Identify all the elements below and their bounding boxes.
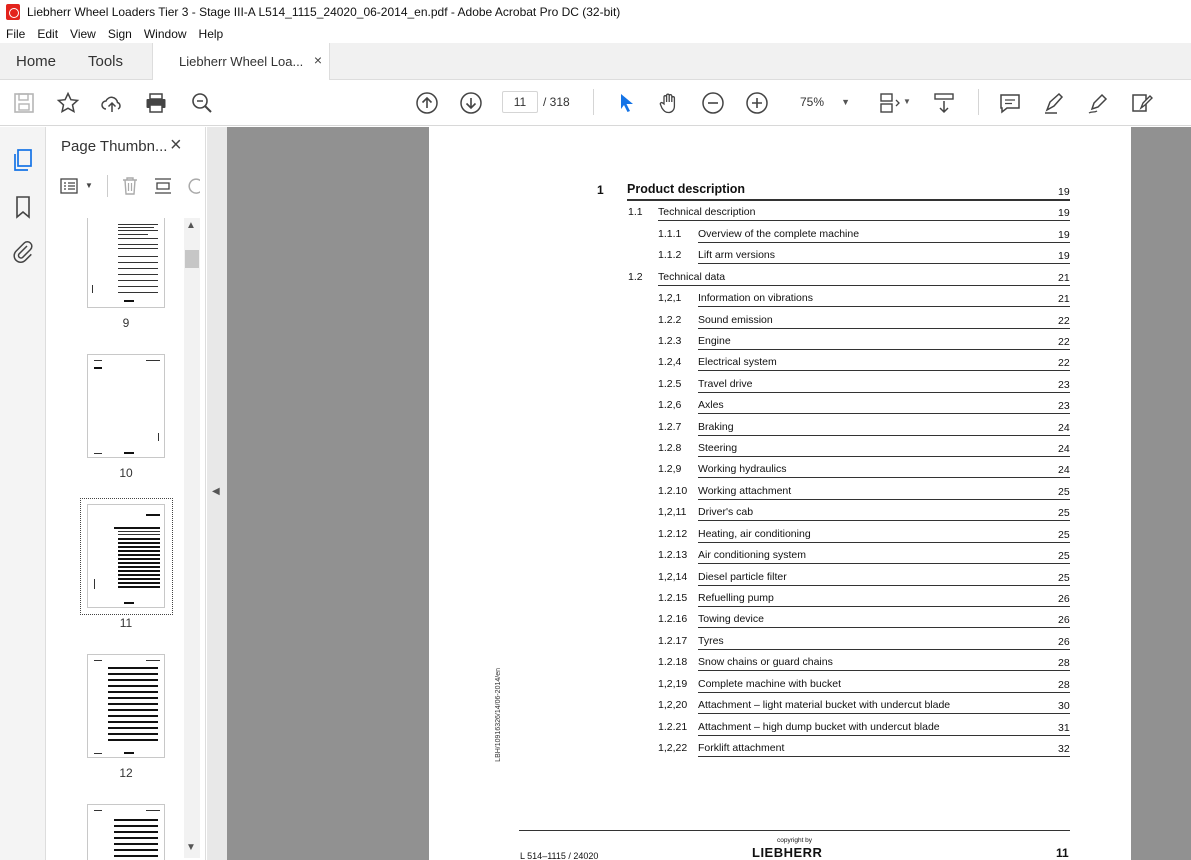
toc-entry [0, 268, 1191, 282]
toc-entry-page: 32 [1058, 743, 1070, 755]
toc-entry-rule [698, 263, 1070, 264]
toc-entry-title: Working hydraulics [698, 463, 787, 475]
toc-entry-rule [698, 692, 1070, 693]
bookmark-star-icon[interactable] [56, 91, 80, 115]
toc-entry-rule [658, 220, 1070, 221]
toc-entry [0, 311, 1191, 325]
toc-entry [0, 739, 1191, 753]
copyright-text: copyright by [777, 837, 813, 844]
toc-entry-title: Diesel particle filter [698, 571, 787, 583]
previous-page-icon[interactable] [415, 91, 439, 115]
toc-entry-number: 1.2.13 [658, 549, 688, 561]
toc-entry-rule [698, 392, 1070, 393]
toc-entry [0, 460, 1191, 474]
chevron-down-icon: ▼ [841, 97, 850, 107]
toc-entry-page: 19 [1058, 229, 1070, 241]
toc-entry-title: Snow chains or guard chains [698, 656, 833, 668]
toc-entry-title: Attachment – light material bucket with undercut blade [698, 699, 951, 711]
menu-bar [0, 24, 1191, 43]
page-number-input[interactable]: 11 [502, 91, 538, 113]
toc-entry-page: 26 [1058, 636, 1070, 648]
toc-entry [0, 225, 1191, 239]
toc-entry-title: Engine [698, 335, 731, 347]
acrobat-icon [6, 4, 20, 20]
chevron-down-icon[interactable]: ▼ [85, 181, 93, 190]
toc-entry-page: 25 [1058, 507, 1070, 519]
toc-entry-number: 1.2.2 [658, 314, 682, 326]
save-icon[interactable] [12, 91, 36, 115]
toc-entry-rule [698, 413, 1070, 414]
scroll-down-icon[interactable]: ▼ [186, 842, 196, 853]
toc-entry [0, 632, 1191, 646]
tab-document[interactable] [152, 43, 330, 80]
toc-entry-page: 25 [1058, 486, 1070, 498]
thumbnail-page-number: 9 [122, 316, 130, 330]
toc-entry-rule [698, 563, 1070, 564]
toc-entry-number: 1,2,22 [658, 742, 688, 754]
toc-entry-rule [698, 328, 1070, 329]
menu-window[interactable]: Window [143, 26, 187, 41]
print-icon[interactable] [144, 91, 168, 115]
menu-file[interactable]: File [6, 26, 26, 41]
toc-entry-number: 1.2.7 [658, 421, 682, 433]
toc-entry-title: Technical description [658, 206, 756, 218]
toc-entry-title: Travel drive [698, 378, 753, 390]
toc-entry-page: 23 [1058, 379, 1070, 391]
toc-entry-page: 24 [1058, 464, 1070, 476]
toc-entry-title: Complete machine with bucket [698, 678, 841, 690]
close-tab-icon[interactable]: × [313, 52, 322, 68]
toc-entry [0, 439, 1191, 453]
toc-entry-title: Forklift attachment [698, 742, 785, 754]
tab-document-label: Liebherr Wheel Loa... [179, 54, 304, 69]
toc-entry-title: Attachment – high dump bucket with undercut blade [698, 721, 940, 733]
toc-entry-number: 1.2,6 [658, 399, 682, 411]
toc-entry-number: 1.2.16 [658, 613, 688, 625]
toc-entry-rule [698, 713, 1070, 714]
toc-entry-page: 23 [1058, 400, 1070, 412]
toc-entry-page: 25 [1058, 572, 1070, 584]
toc-entry-page: 21 [1058, 272, 1070, 284]
toc-entry-number: 1.2.8 [658, 442, 682, 454]
toc-entry [0, 718, 1191, 732]
toc-entry-number: 1.1 [628, 206, 643, 218]
toc-entry [0, 568, 1191, 582]
zoom-search-icon[interactable] [190, 91, 214, 115]
toc-entry-number: 1.2 [628, 271, 643, 283]
toc-entry-title: Product description [627, 182, 746, 196]
toolbar-separator [593, 89, 594, 115]
toc-entry-rule [698, 649, 1070, 650]
thumbnail-page-number: 10 [119, 466, 133, 480]
toc-entry-rule [698, 370, 1070, 371]
toc-entry-title: Technical data [658, 271, 726, 283]
comment-icon[interactable] [998, 91, 1022, 115]
toc-entry-page: 25 [1058, 529, 1070, 541]
page-thumbnails-icon[interactable] [11, 148, 35, 172]
toc-entry [0, 203, 1191, 217]
hand-tool-icon[interactable] [657, 91, 681, 115]
close-panel-icon[interactable]: × [170, 134, 182, 156]
toc-entry-number: 1,2,20 [658, 699, 688, 711]
toc-entry-number: 1.1.2 [658, 249, 682, 261]
toc-entry-rule [698, 435, 1070, 436]
toc-entry-title: Braking [698, 421, 734, 433]
toc-entry-rule [698, 456, 1070, 457]
toc-entry [0, 589, 1191, 603]
toc-entry-title: Electrical system [698, 356, 777, 368]
window-title: Liebherr Wheel Loaders Tier 3 - Stage III-A L514_1115_24020_06-2014_en.pdf - Adobe Acrobat Pro DC (32-bit) [27, 5, 621, 19]
toc-entry-rule [698, 627, 1070, 628]
toc-entry-number: 1.2.10 [658, 485, 688, 497]
toc-entry [0, 353, 1191, 367]
toc-entry [0, 246, 1191, 260]
footer-model: L 514–1115 / 24020 [520, 851, 599, 860]
toc-entry-rule [698, 756, 1070, 757]
toc-entry-number: 1.2.3 [658, 335, 682, 347]
toc-entry-number: 1.2.15 [658, 592, 688, 604]
toc-entry-rule [698, 242, 1070, 243]
toolbar [0, 80, 1191, 126]
toc-entry-number: 1.2,9 [658, 463, 682, 475]
toc-entry-number: 1.2.17 [658, 635, 688, 647]
tab-tools[interactable]: Tools [88, 53, 124, 70]
edit-pdf-icon[interactable] [1130, 91, 1154, 115]
thumbnail-page-number: 11 [119, 616, 133, 630]
next-page-icon[interactable] [459, 91, 483, 115]
tab-bar [0, 43, 1191, 80]
toc-entry-number: 1.2.5 [658, 378, 682, 390]
toc-entry-title: Sound emission [698, 314, 773, 326]
toc-entry [0, 503, 1191, 517]
toc-entry [0, 182, 1191, 196]
toc-entry-page: 28 [1058, 657, 1070, 669]
highlight-pen-icon[interactable] [1042, 91, 1066, 115]
toc-entry-rule [627, 199, 1070, 201]
toc-entry-number: 1.2.12 [658, 528, 688, 540]
toc-entry [0, 696, 1191, 710]
select-cursor-icon[interactable] [614, 91, 638, 115]
scroll-up-icon[interactable]: ▲ [186, 220, 196, 231]
toc-entry-title: Axles [698, 399, 724, 411]
liebherr-logo: LIEBHERR [752, 845, 823, 860]
toc-entry-rule [698, 670, 1070, 671]
toc-entry-number: 1,2,19 [658, 678, 688, 690]
page-thumbnail[interactable] [87, 804, 165, 860]
toolbar-separator [978, 89, 979, 115]
title-bar [0, 0, 1191, 24]
menu-help[interactable]: Help [198, 26, 224, 41]
toc-entry-number: 1.1.1 [658, 228, 682, 240]
toc-entry-number: 1.2.18 [658, 656, 688, 668]
toc-entry-title: Lift arm versions [698, 249, 776, 261]
zoom-select[interactable] [790, 91, 856, 113]
toc-entry [0, 546, 1191, 560]
toc-entry-title: Information on vibrations [698, 292, 813, 304]
chevron-down-icon[interactable]: ▼ [903, 97, 911, 106]
menu-view[interactable]: View [70, 26, 96, 41]
toc-entry [0, 289, 1191, 303]
menu-edit[interactable]: Edit [37, 26, 59, 41]
toc-entry-number: 1.2,4 [658, 356, 682, 368]
toc-entry-page: 30 [1058, 700, 1070, 712]
zoom-out-icon[interactable] [701, 91, 725, 115]
page-total: / 318 [543, 95, 570, 109]
toc-entry-rule [698, 542, 1070, 543]
toc-entry-page: 22 [1058, 336, 1070, 348]
toc-entry [0, 675, 1191, 689]
zoom-value: 75% [800, 95, 825, 109]
toc-entry [0, 482, 1191, 496]
toc-entry-title: Refuelling pump [698, 592, 774, 604]
toc-entry-title: Driver's cab [698, 506, 754, 518]
toc-entry-title: Tyres [698, 635, 724, 647]
collapse-panel-icon[interactable]: ◀ [212, 486, 220, 497]
toc-entry-page: 26 [1058, 593, 1070, 605]
tab-home[interactable]: Home [16, 53, 57, 70]
toc-entry-rule [698, 585, 1070, 586]
page-fit-icon[interactable] [878, 91, 902, 115]
toc-entry-rule [698, 735, 1070, 736]
toc-entry-title: Working attachment [698, 485, 792, 497]
toc-entry-rule [698, 349, 1070, 350]
upload-cloud-icon[interactable] [100, 91, 124, 115]
panel-title: Page Thumbn... [61, 138, 168, 155]
toc-entry-title: Air conditioning system [698, 549, 806, 561]
toc-entry-page: 31 [1058, 722, 1070, 734]
toc-entry-number: 1,2,11 [658, 506, 687, 518]
toc-entry [0, 525, 1191, 539]
toc-entry-page: 22 [1058, 357, 1070, 369]
toc-entry-rule [698, 477, 1070, 478]
toc-entry-number: 1,2,1 [658, 292, 682, 304]
page-number: 11 [1056, 846, 1069, 860]
thumbnail-page-number: 12 [119, 766, 133, 780]
toc-entry-title: Steering [698, 442, 738, 454]
toc-entry-title: Overview of the complete machine [698, 228, 860, 240]
toc-entry-page: 21 [1058, 293, 1070, 305]
toc-entry-page: 19 [1058, 207, 1070, 219]
toc-entry-number: 1.2.21 [658, 721, 688, 733]
sign-icon[interactable] [1086, 91, 1110, 115]
toc-entry [0, 375, 1191, 389]
toc-entry [0, 610, 1191, 624]
toc-entry-rule [698, 606, 1070, 607]
toc-entry-title: Heating, air conditioning [698, 528, 811, 540]
toc-entry-title: Towing device [698, 613, 764, 625]
zoom-in-icon[interactable] [745, 91, 769, 115]
toc-entry-rule [698, 306, 1070, 307]
toc-entry-page: 24 [1058, 443, 1070, 455]
toc-entry [0, 418, 1191, 432]
menu-sign[interactable]: Sign [107, 26, 132, 41]
toc-entry-number: 1 [597, 183, 604, 197]
toc-entry-rule [658, 285, 1070, 286]
toc-entry-rule [698, 520, 1070, 521]
toc-entry [0, 332, 1191, 346]
toc-entry [0, 396, 1191, 410]
toc-entry-page: 24 [1058, 422, 1070, 434]
toc-entry-number: 1,2,14 [658, 571, 688, 583]
footer-rule [519, 830, 1070, 831]
toc-entry-page: 19 [1058, 186, 1070, 198]
toc-entry-page: 25 [1058, 550, 1070, 562]
toc-entry [0, 653, 1191, 667]
toc-entry-page: 26 [1058, 614, 1070, 626]
toc-entry-page: 28 [1058, 679, 1070, 691]
toc-entry-page: 19 [1058, 250, 1070, 262]
toc-entry-page: 22 [1058, 315, 1070, 327]
document-side-code: LBH/10916326/14/06-2014/en [495, 668, 502, 762]
scroll-mode-icon[interactable] [932, 91, 956, 115]
toc-entry-rule [698, 499, 1070, 500]
